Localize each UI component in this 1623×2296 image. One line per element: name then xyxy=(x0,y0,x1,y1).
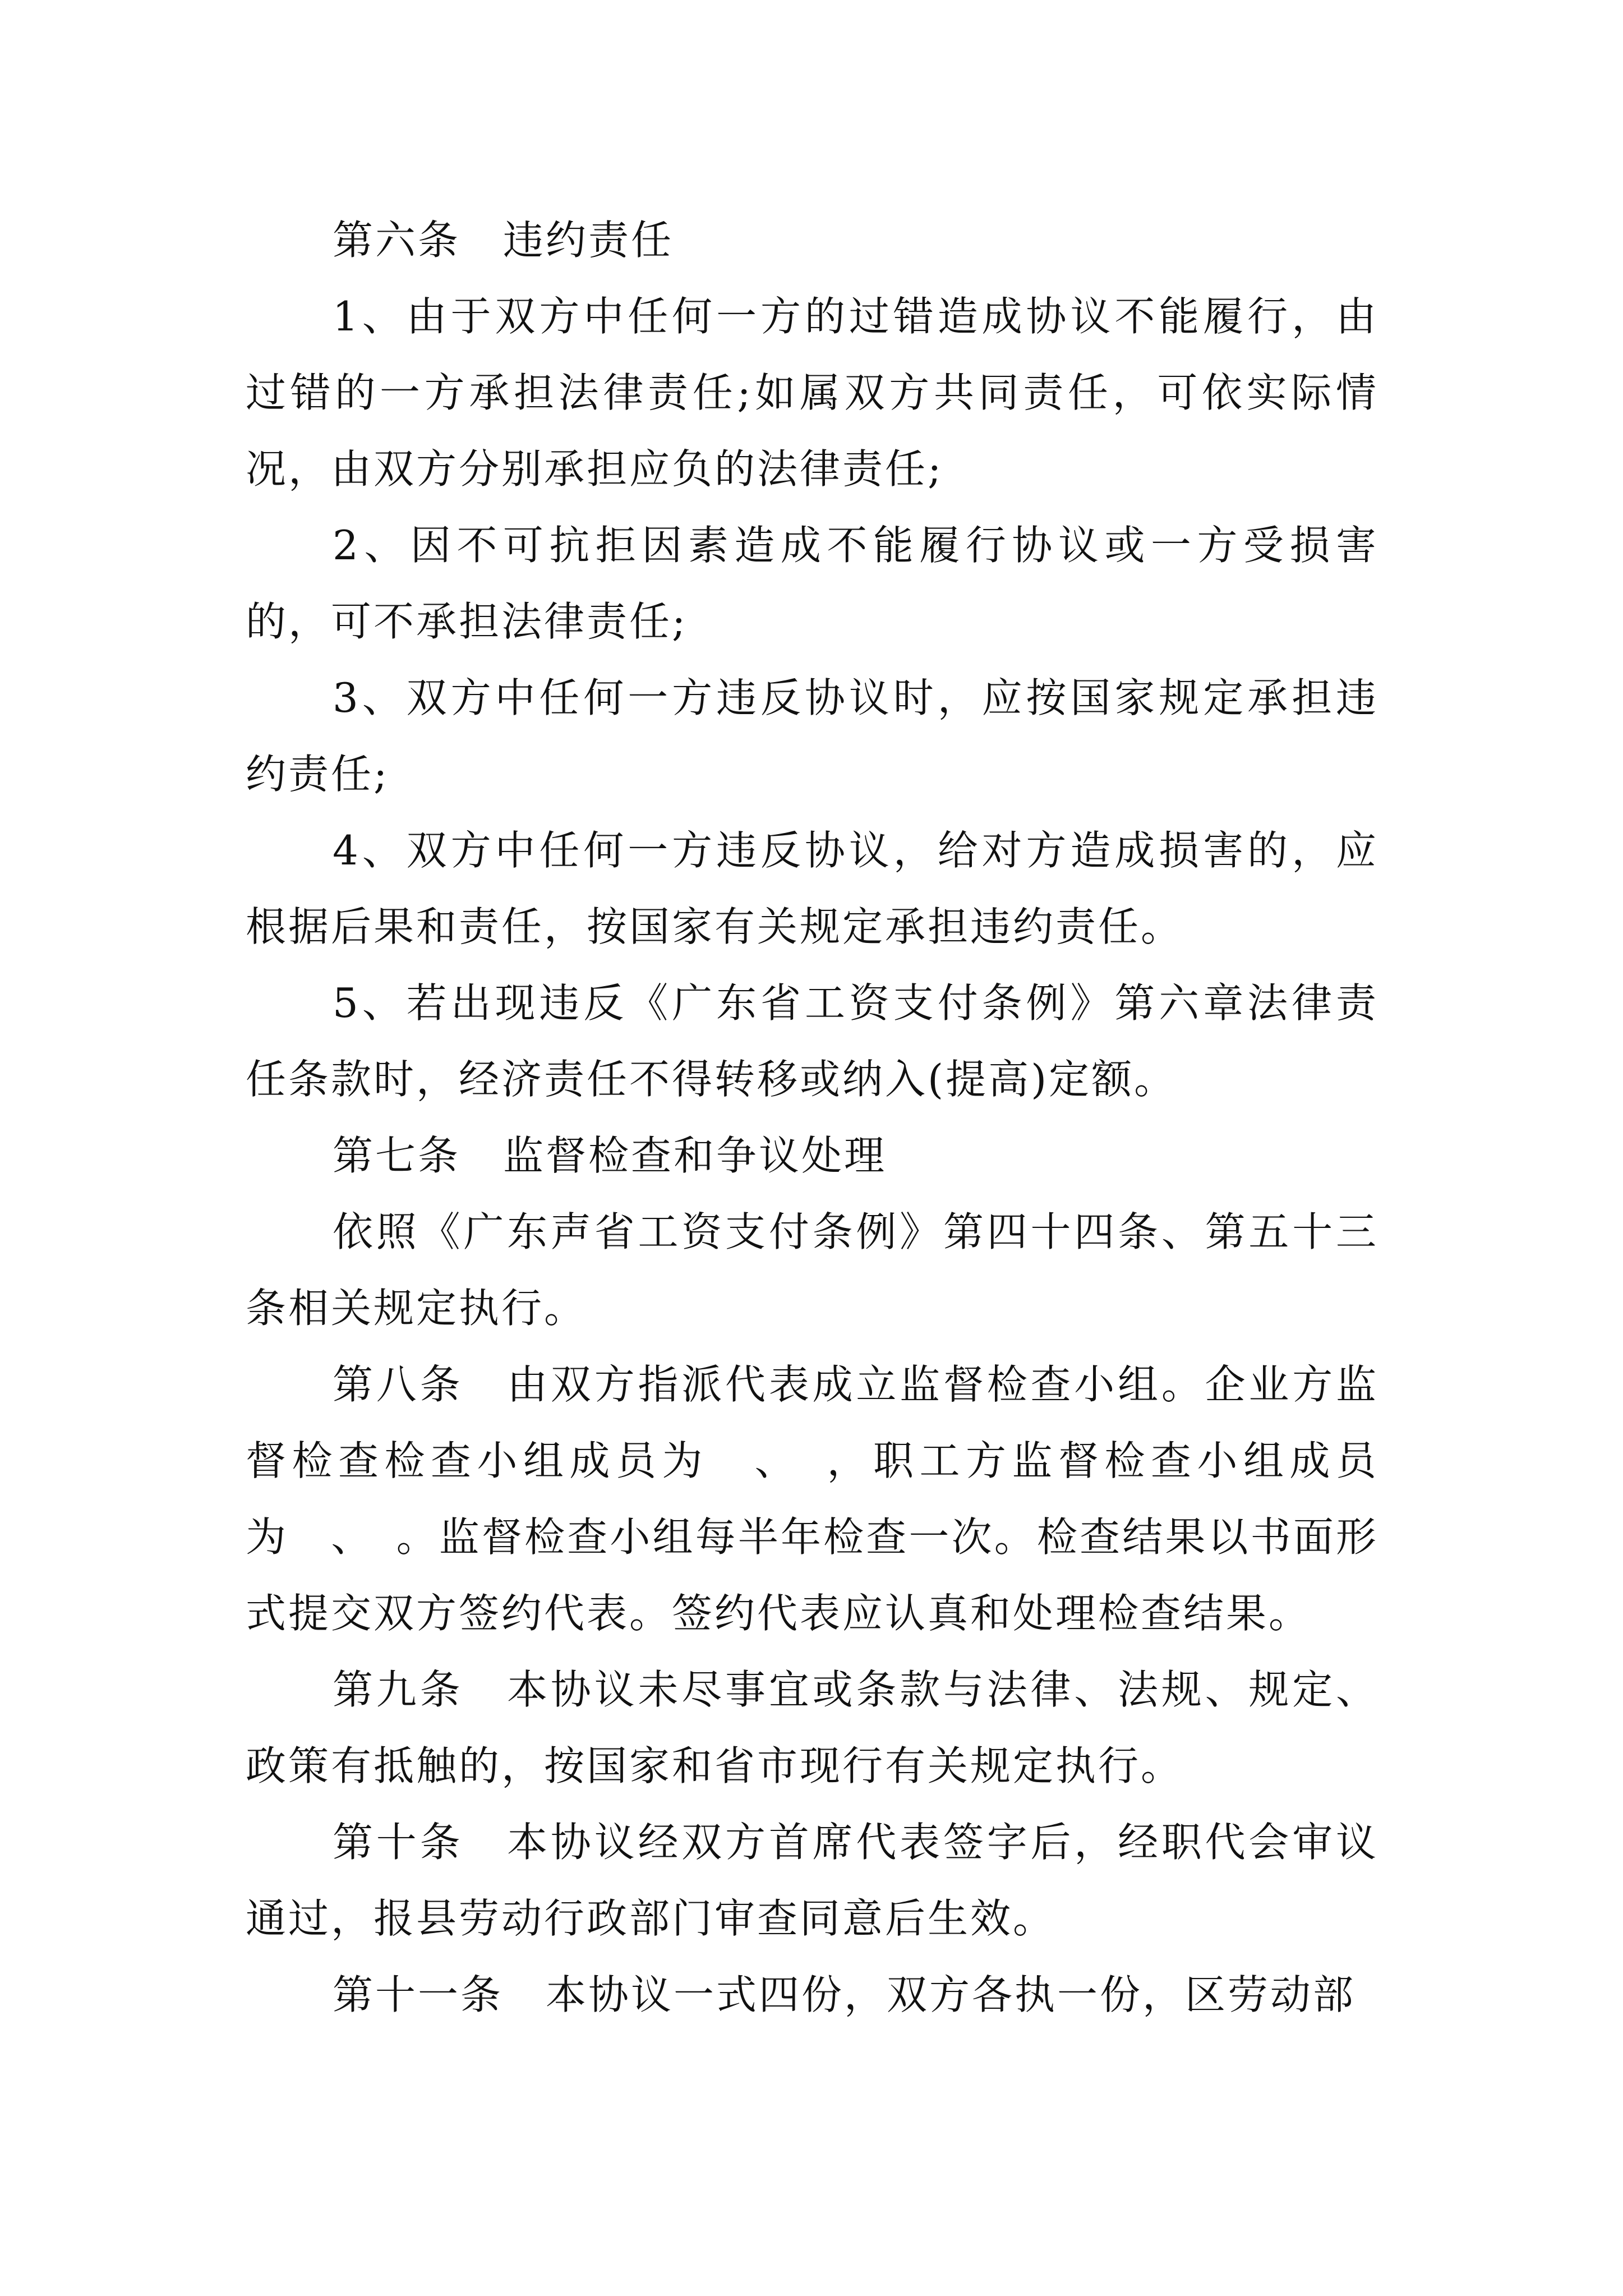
article-11: 第十一条 本协议一式四份，双方各执一份，区劳动部 xyxy=(333,1971,1356,2018)
article-9: 第九条 本协议未尽事宜或条款与法律、法规、规定、政策有抵触的，按国家和省市现行有关规定执行。 xyxy=(246,1666,1378,1789)
article-10: 第十条 本协议经双方首席代表签字后，经职代会审议通过，报县劳动行政部门审查同意后生效。 xyxy=(246,1819,1378,1942)
article-6-item-1: 1、由于双方中任何一方的过错造成协议不能履行，由过错的一方承担法律责任;如属双方共同责任，可依实际情况，由双方分别承担应负的法律责任; xyxy=(246,293,1378,493)
article-7-heading: 第七条 监督检查和争议处理 xyxy=(333,1132,887,1179)
article-6-item-4: 4、双方中任何一方违反协议，给对方造成损害的，应根据后果和责任，按国家有关规定承担违约责任。 xyxy=(246,827,1378,950)
article-8: 第八条 由双方指派代表成立监督检查小组。企业方监督检查检查小组成员为 、 ，职工方监督检查小组成员为 、 。监督检查小组每半年检查一次。检查结果以书面形式提交双方签约代表。签约代表应认真和处理检查结果。 xyxy=(246,1361,1378,1637)
article-6-heading: 第六条 违约责任 xyxy=(333,217,674,264)
article-6-item-2: 2、因不可抗拒因素造成不能履行协议或一方受损害的，可不承担法律责任; xyxy=(246,522,1378,645)
article-7-body: 依照《广东声省工资支付条例》第四十四条、第五十三条相关规定执行。 xyxy=(246,1208,1378,1332)
document-body xyxy=(246,202,1378,2033)
article-6-item-3: 3、双方中任何一方违反协议时，应按国家规定承担违约责任; xyxy=(246,674,1378,798)
article-6-item-5: 5、若出现违反《广东省工资支付条例》第六章法律责任条款时，经济责任不得转移或纳入(提高)定额。 xyxy=(246,979,1378,1103)
